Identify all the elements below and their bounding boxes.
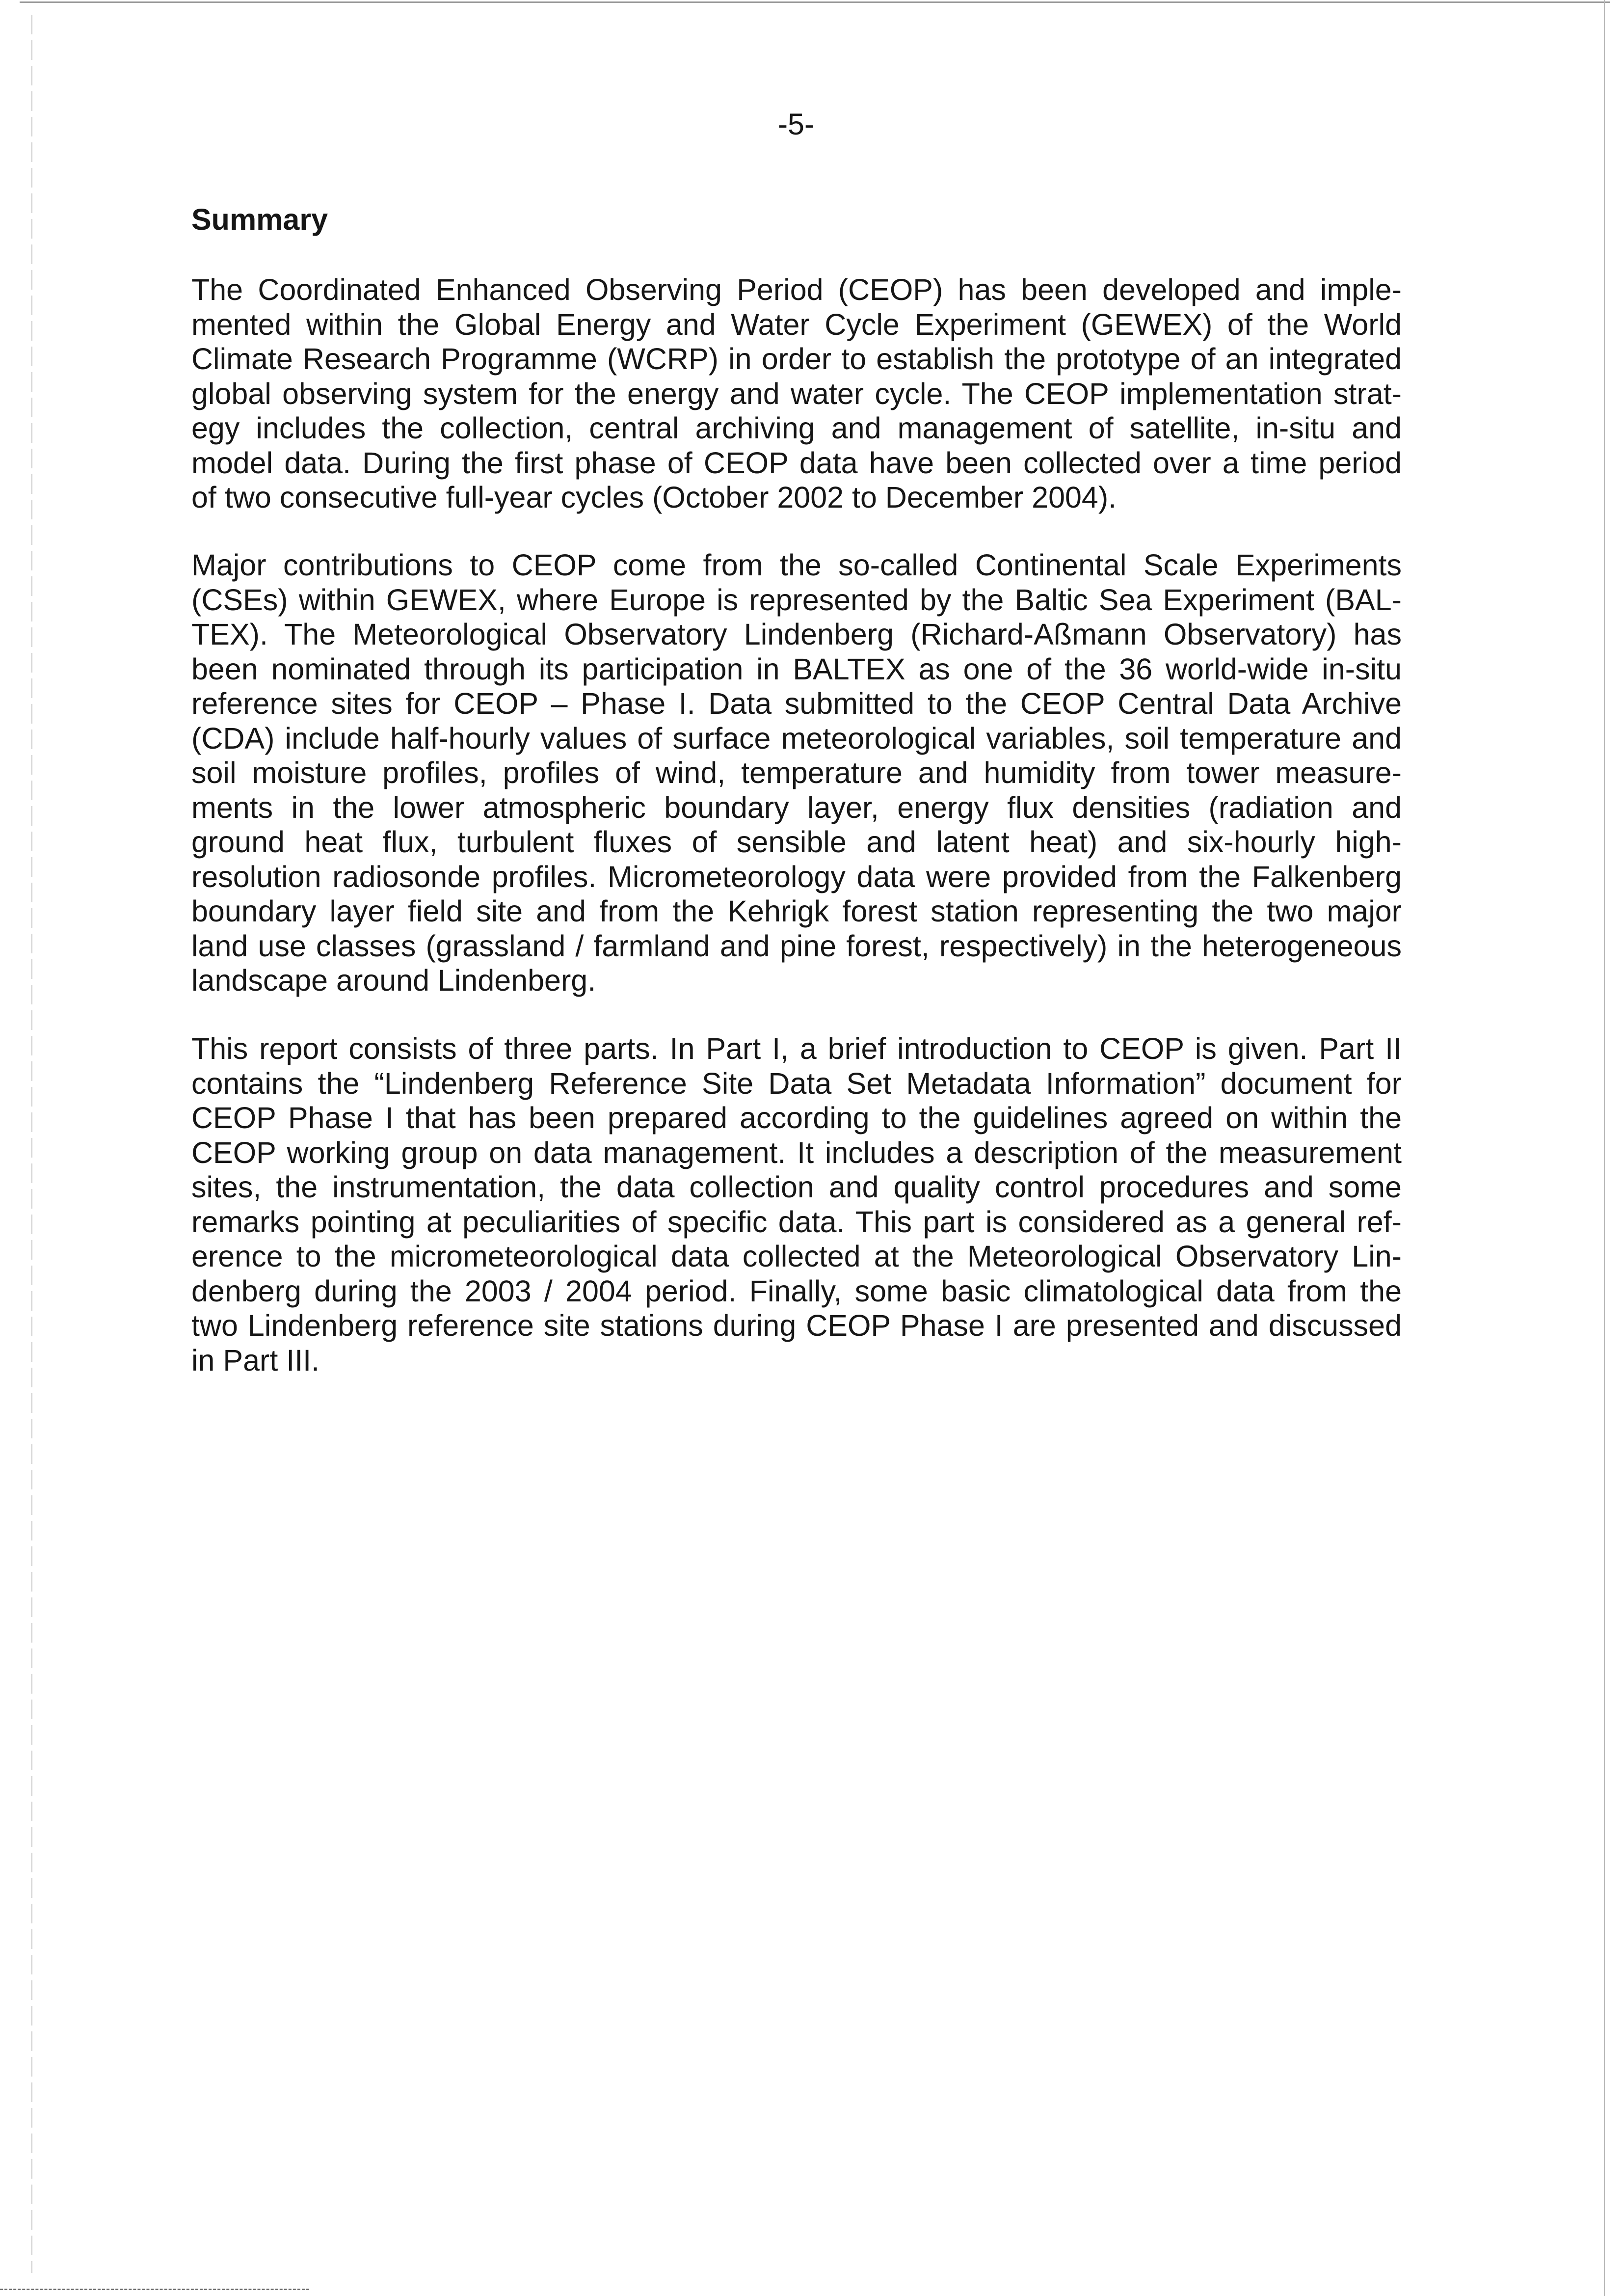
paragraph-line: The Coordinated Enhanced Observing Period (CEOP) has been developed and imple-: [191, 273, 1402, 306]
paragraph-line: been nominated through its participation in BALTEX as one of the 36 world-wide in-situ: [191, 652, 1402, 686]
paragraph-line: (CSEs) within GEWEX, where Europe is represented by the Baltic Sea Experiment (BAL-: [191, 583, 1402, 617]
paragraph-line: Climate Research Programme (WCRP) in order to establish the prototype of an integrated: [191, 342, 1402, 376]
summary-paragraph: [191, 548, 1402, 998]
paragraph-line: contains the “Lindenberg Reference Site Data Set Metadata Information” document for: [191, 1066, 1402, 1100]
paragraph-line: boundary layer field site and from the Kehrigk forest station representing the two major: [191, 894, 1402, 928]
paragraph-line: in Part III.: [191, 1343, 320, 1377]
paragraph-line: denberg during the 2003 / 2004 period. Finally, some basic climatological data from the: [191, 1274, 1402, 1308]
summary-paragraph: [191, 272, 1402, 515]
paragraph-line: landscape around Lindenberg.: [191, 964, 596, 997]
paragraph-line: remarks pointing at peculiarities of specific data. This part is considered as a general ref-: [191, 1205, 1402, 1239]
paragraph-line: reference sites for CEOP – Phase I. Data submitted to the CEOP Central Data Archive: [191, 687, 1402, 720]
scan-edge-right: [1604, 0, 1605, 2296]
paragraph-line: ground heat flux, turbulent fluxes of sensible and latent heat) and six-hourly high-: [191, 825, 1402, 859]
paragraph-line: TEX). The Meteorological Observatory Lindenberg (Richard-Aßmann Observatory) has: [191, 618, 1402, 651]
paragraph-line: sites, the instrumentation, the data collection and quality control procedures and some: [191, 1170, 1402, 1204]
paragraph-line: CEOP Phase I that has been prepared according to the guidelines agreed on within the: [191, 1101, 1402, 1134]
paragraph-line: two Lindenberg reference site stations during CEOP Phase I are presented and discussed: [191, 1309, 1402, 1342]
paragraph-line: Major contributions to CEOP come from the so-called Continental Scale Experiments: [191, 548, 1402, 582]
paragraph-line: erence to the micrometeorological data collected at the Meteorological Observatory Lin-: [191, 1240, 1402, 1273]
summary-paragraph: [191, 1031, 1402, 1378]
paragraph-line: global observing system for the energy and water cycle. The CEOP implementation strat-: [191, 377, 1402, 410]
scan-edge-top: [20, 1, 1610, 3]
paragraph-line: (CDA) include half-hourly values of surface meteorological variables, soil temperature and: [191, 721, 1402, 755]
paragraph-line: model data. During the first phase of CEOP data have been collected over a time period: [191, 446, 1402, 480]
page-number: -5-: [777, 108, 815, 141]
scan-edge-left: [31, 15, 32, 2273]
paragraph-line: land use classes (grassland / farmland and pine forest, respectively) in the heterogeneous: [191, 929, 1402, 963]
paragraph-line: This report consists of three parts. In Part I, a brief introduction to CEOP is given. Part II: [191, 1032, 1402, 1065]
paragraph-line: ments in the lower atmospheric boundary layer, energy flux densities (radiation and: [191, 790, 1402, 824]
paragraph-line: resolution radiosonde profiles. Micrometeorology data were provided from the Falkenberg: [191, 860, 1402, 893]
scan-edge-bottom: [0, 2289, 309, 2290]
paragraph-line: egy includes the collection, central archiving and management of satellite, in-situ and: [191, 411, 1402, 445]
section-heading: Summary: [191, 203, 328, 236]
paragraph-line: mented within the Global Energy and Water Cycle Experiment (GEWEX) of the World: [191, 307, 1402, 341]
paragraph-line: soil moisture profiles, profiles of wind, temperature and humidity from tower measure-: [191, 756, 1402, 789]
paragraph-line: CEOP working group on data management. It includes a description of the measurement: [191, 1135, 1402, 1169]
paragraph-line: of two consecutive full-year cycles (October 2002 to December 2004).: [191, 481, 1117, 514]
